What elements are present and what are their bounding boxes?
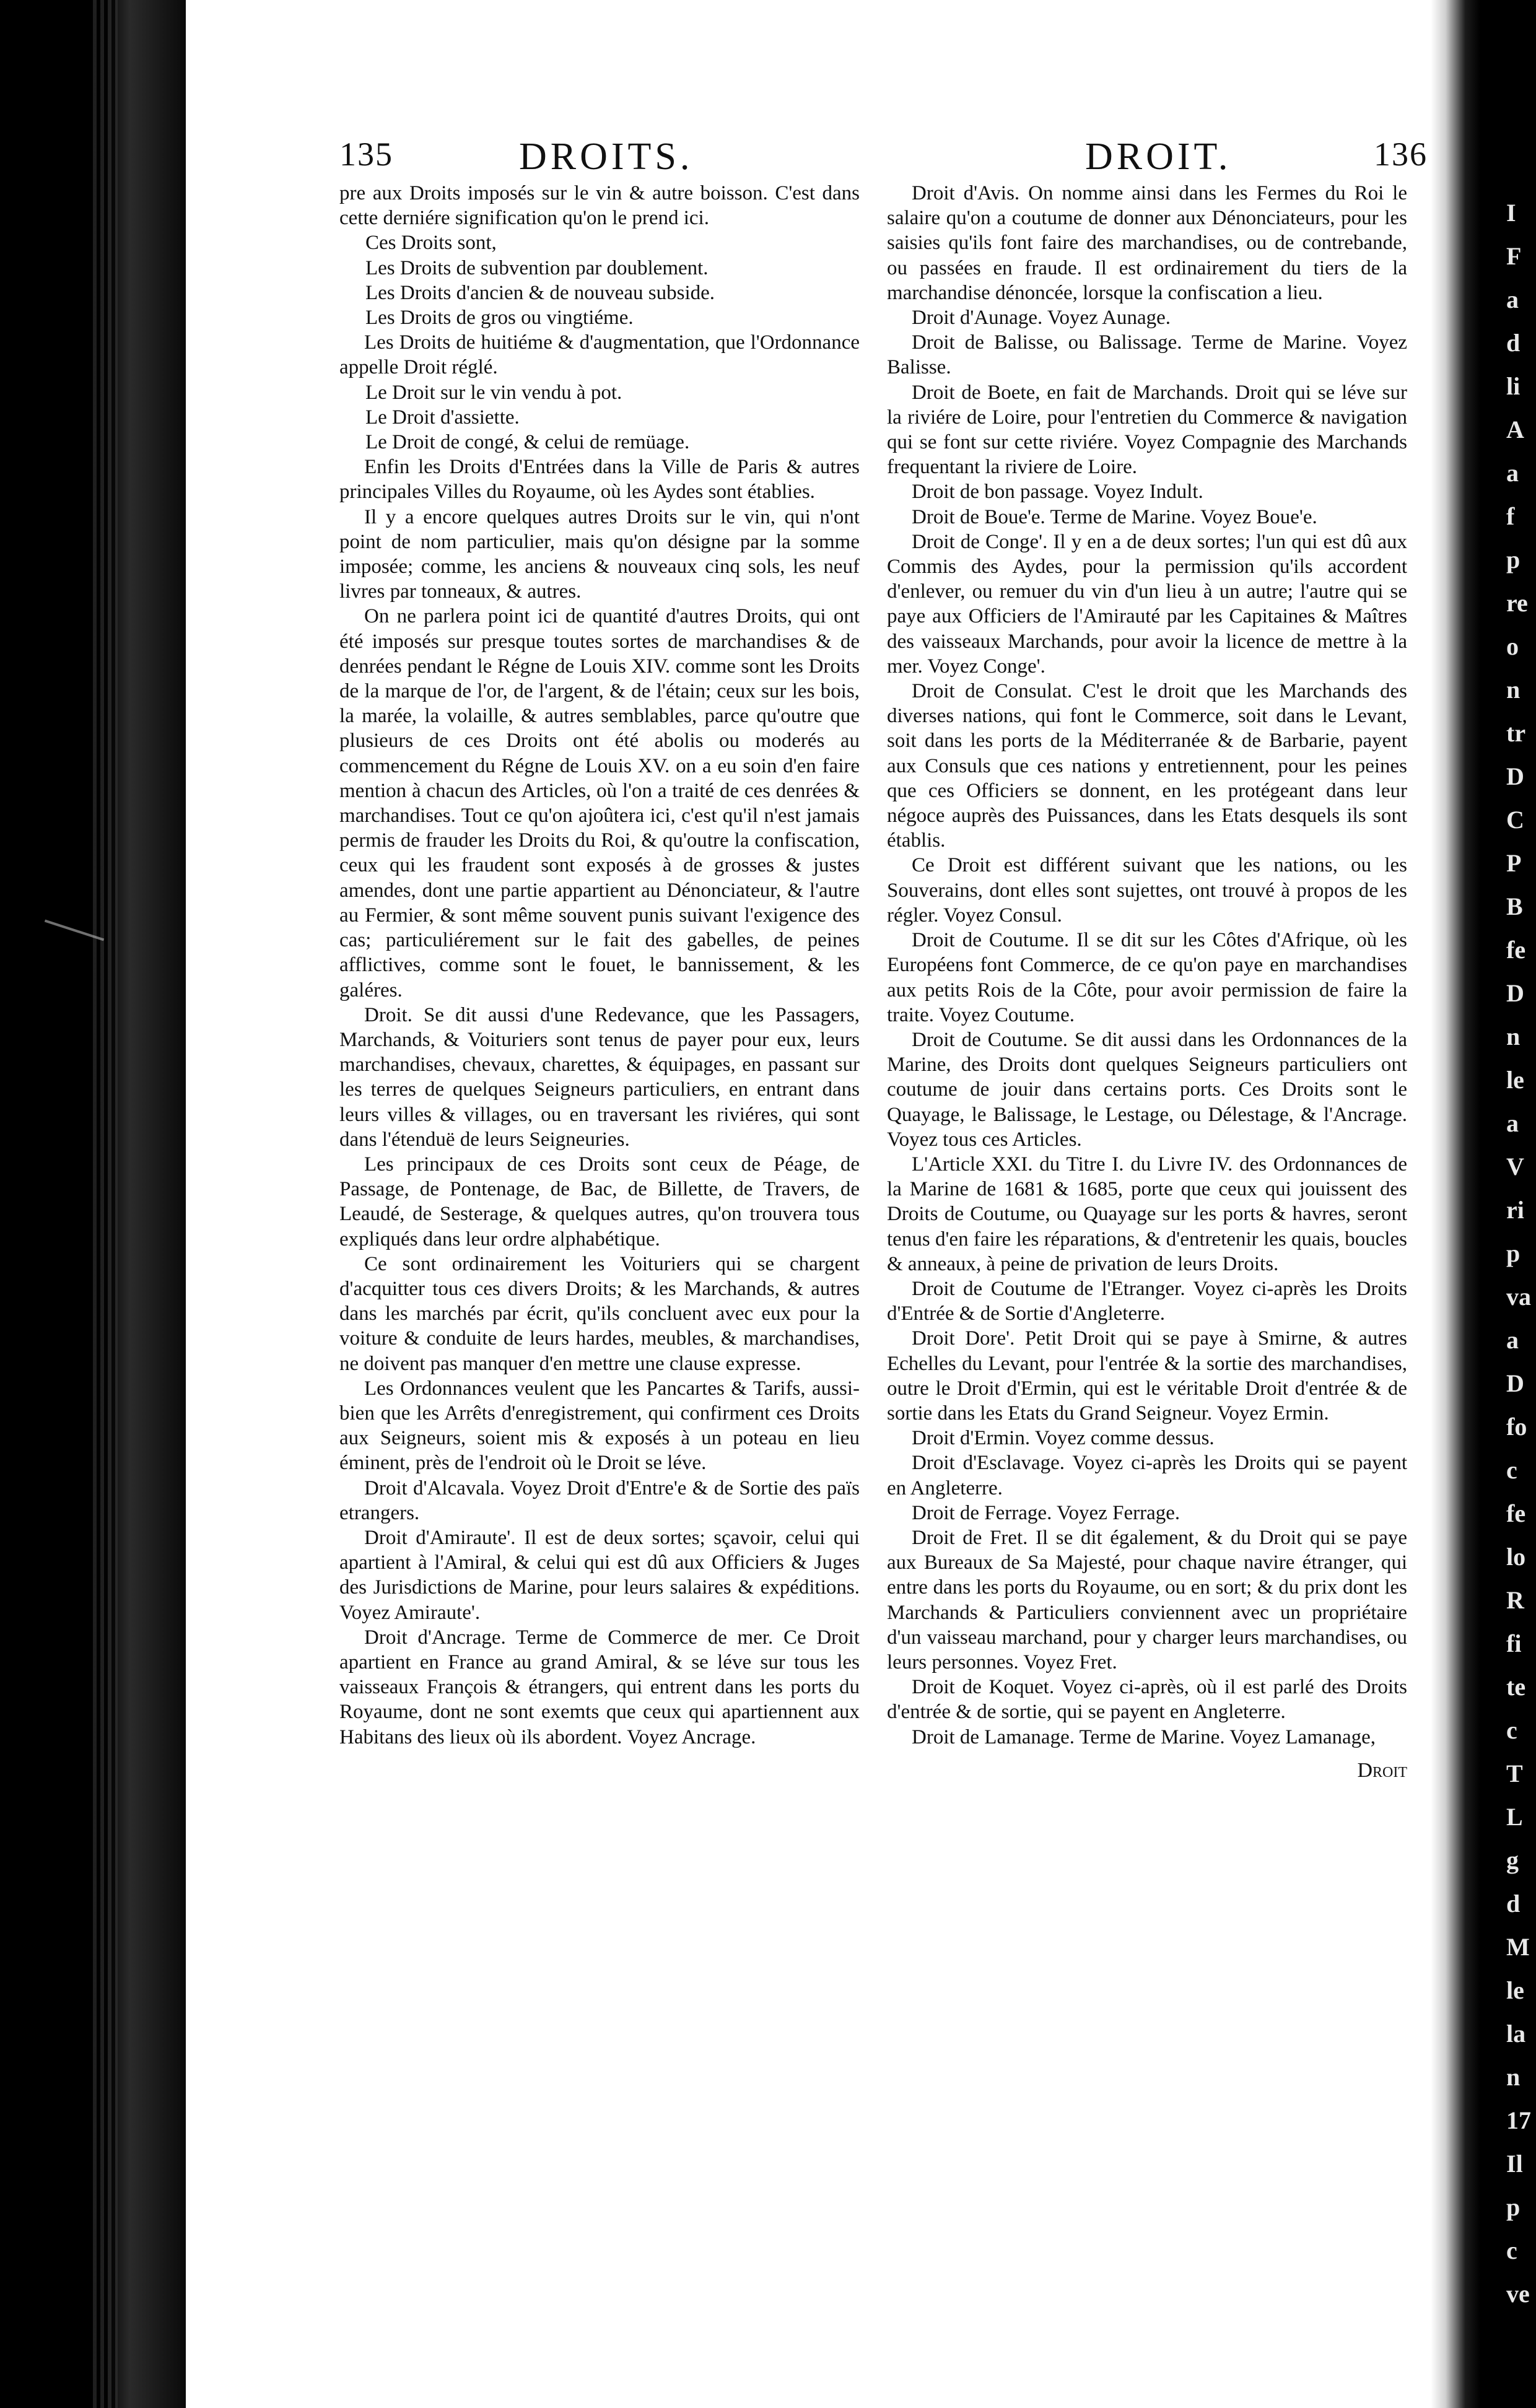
edge-letter: o <box>1506 632 1519 660</box>
entry-paragraph: Droit de Ferrage. Voyez Ferrage. <box>912 1501 1180 1524</box>
adjacent-page-edge <box>1480 0 1536 2408</box>
entry-paragraph: Droit de Consulat. C'est le droit que les Marchands des diverses nations, qui font le Commerce, soit dans le Levant, soit dans les ports de la Méditerranée & de Barbarie, payent aux Consuls que ces nations y entretiennent, pour les peines que ces Officiers se donnent, en les protégeant dans leur négoce auprès des Puissances, dans les Etats desquels ils sont établis. <box>887 680 1407 852</box>
paragraph: On ne parlera point ici de quantité d'autres Droits, qui ont été imposés sur presque toutes sortes de marchandises & de denrées pendant le Régne de Louis XIV. comme sont les Droits de la marque de l'or, de l'argent, & de l'étain; ceux sur les bois, la marée, la volaille, & autres semblables, parce qu'outre que plusieurs de ces Droits ont été abolis ou moderés au commencement du Régne de Louis XV. on a eu soin d'en faire mention à chacun des Articles, où l'on a traité de ces denrées & marchandises. Tout ce qu'on ajoûtera ici, c'est qu'il n'est jamais permis de frauder les Droits du Roi, & qu'outre la confiscation, ceux qui les fraudent sont exposés à de grosses & justes amendes, dont une partie appartient au Dénonciateur, & l'autre au Fermier, & sont même souvent punis suivant l'exigence des cas; particuliérement sur le fait des gabelles, de peines afflictives, comme sont le fouet, le bannissement, & les galéres. <box>339 605 860 1001</box>
edge-letter: n <box>1506 676 1521 704</box>
entry-paragraph: Droit de Coutume. Se dit aussi dans les Ordonnances de la Marine, des Droits dont quelques Seigneurs particuliers ont coutume de jouir dans certains ports. Ces Droits sont le Quayage, le Balissage, le Lestage, ou Délestage, & l'Ancrage. Voyez tous ces Articles. <box>887 1028 1407 1151</box>
left-page-number: 135 <box>339 136 393 173</box>
paragraph: Ce Droit est différent suivant que les nations, ou les Souverains, dont elles sont sujettes, ont trouvé à propos de les régler. Voyez Consul. <box>887 854 1407 927</box>
edge-letter: c <box>1506 1716 1517 1744</box>
right-page-number: 136 <box>1374 136 1428 173</box>
edge-letter: I <box>1506 199 1516 227</box>
edge-letter: n <box>1506 2063 1521 2091</box>
edge-letter: li <box>1506 372 1521 400</box>
edge-letter: P <box>1506 849 1522 877</box>
right-running-head: DROIT. <box>1085 136 1232 178</box>
edge-letter: F <box>1506 242 1522 270</box>
edge-letter: c <box>1506 2236 1517 2264</box>
entry-paragraph: Droit Dore'. Petit Droit qui se paye à Smirne, & autres Echelles du Levant, pour l'entrée & la sortie des marchandises, outre le Droit d'Ermin, qui est le véritable Droit d'entrée & de sortie dans les Etats du Grand Seigneur. Voyez Ermin. <box>887 1327 1407 1424</box>
entry-paragraph: Droit. Se dit aussi d'une Redevance, que les Passagers, Marchands, & Voituriers sont tenus de payer pour eux, leurs marchandises, chevaux, charettes, & équipages, en passant sur les terres de quelques Seigneurs particuliers, en entrant dans leurs villes & villages, ou en traversant les riviéres, qui sont dans l'étenduë de leurs Seigneuries. <box>339 1003 860 1151</box>
entry-paragraph: Droit de Boete, en fait de Marchands. Droit qui se léve sur la riviére de Loire, pour l'entretien du Commerce & navigation qui se font sur cette riviére. Voyez Compagnie des Marchands frequentant la riviere de Loire. <box>887 381 1407 479</box>
page-gutter-right <box>1431 0 1480 2408</box>
paragraph: Les Droits de subvention par doublement. <box>365 256 709 279</box>
edge-letter: D <box>1506 762 1524 790</box>
entry-paragraph: Droit de Lamanage. Terme de Marine. Voyez Lamanage, <box>912 1725 1376 1748</box>
edge-letter: p <box>1506 2193 1521 2221</box>
edge-letter: T <box>1506 1760 1523 1787</box>
entry-paragraph: Droit d'Ancrage. Terme de Commerce de mer. Ce Droit apartient en France au grand Amiral, & se léve sur tous les vaisseaux François & étrangers, qui entrent dans les ports du Royaume, dont ne sont exemts que ceux qui apartiennent aux Habitans des lieux où ils abordent. Voyez Ancrage. <box>339 1626 860 1748</box>
edge-letter: d <box>1506 1890 1521 1917</box>
edge-letter: fe <box>1506 1499 1526 1527</box>
left-text-column <box>339 181 860 1750</box>
paragraph: Les Droits de gros ou vingtiéme. <box>365 307 634 329</box>
paragraph: Ces Droits sont, <box>365 232 497 255</box>
edge-letter: fo <box>1506 1413 1527 1441</box>
paragraph: Les Droits d'ancien & de nouveau subside. <box>365 281 715 304</box>
edge-letter: fi <box>1506 1629 1522 1657</box>
paragraph: Les principaux de ces Droits sont ceux de Péage, de Passage, de Pontenage, de Bac, de Billette, de Travers, de Leaudé, de Sesterage, & quelques autres, qu'on trouvera tous expliqués dans leur ordre alphabétique. <box>339 1153 860 1250</box>
edge-letter: Il <box>1506 2150 1523 2178</box>
entry-paragraph: Droit de Fret. Il se dit également, & du Droit qui se paye aux Bureaux de Sa Majesté, pour chaque navire étranger, qui entre dans les ports du Royaume, ou en sort; & du prix dont les Marchands & Particuliers conviennent avec un propriétaire d'un vaisseau marchand, pour y charger leurs marchandises, ou leurs personnes. Voyez Fret. <box>887 1526 1407 1673</box>
edge-letter: A <box>1506 416 1524 443</box>
edge-letter: a <box>1506 459 1519 487</box>
edge-letter: D <box>1506 1369 1524 1397</box>
edge-letter: D <box>1506 979 1524 1007</box>
paragraph: Enfin les Droits d'Entrées dans la Ville de Paris & autres principales Villes du Royaume, où les Aydes sont établies. <box>339 456 860 504</box>
entry-paragraph: Droit de Conge'. Il y en a de deux sortes; l'un qui est dû aux Commis des Aydes, pour la permission qu'ils accordent d'enlever, ou remuer du vin d'un lieu à un autre; l'autre qui se paye aux Officiers de l'Amirauté par les Capitaines & Maîtres des vaisseaux Marchands, pour avoir la licence de mettre à la mer. Voyez Conge'. <box>887 530 1407 678</box>
entry-paragraph: Droit de Coutume de l'Etranger. Voyez ci-après les Droits d'Entrée & de Sortie d'Angleterre. <box>887 1277 1407 1325</box>
edge-letter: te <box>1506 1673 1526 1701</box>
paragraph: Les Ordonnances veulent que les Pancartes & Tarifs, aussi-bien que les Arrêts d'enregistrement, qui confirment ces Droits aux Seigneurs, soient mis & exposés à un poteau en lieu éminent, près de l'endroit où le Droit se léve. <box>339 1377 860 1475</box>
entry-paragraph: Droit de Boue'e. Terme de Marine. Voyez Boue'e. <box>912 505 1317 528</box>
entry-paragraph: Droit d'Alcavala. Voyez Droit d'Entre'e & de Sortie des païs etrangers. <box>339 1477 860 1524</box>
edge-letter: n <box>1506 1023 1521 1050</box>
paragraph: Les Droits de huitiéme & d'augmentation, que l'Ordonnance appelle Droit réglé. <box>339 331 860 379</box>
edge-letter: L <box>1506 1803 1523 1831</box>
edge-letter: c <box>1506 1456 1517 1484</box>
edge-letter: p <box>1506 546 1521 574</box>
paragraph: Le Droit d'assiette. <box>365 406 520 429</box>
paragraph: pre aux Droits imposés sur le vin & autre boisson. C'est dans cette derniére signification qu'on le prend ici. <box>339 182 860 230</box>
entry-paragraph: Droit d'Amiraute'. Il est de deux sortes; sçavoir, celui qui apartient à l'Amiral, & celui qui est dû aux Officiers & Juges des Jurisdictions de Marine, pour leurs salaires & expéditions. Voyez Amiraute'. <box>339 1526 860 1624</box>
left-running-head: DROITS. <box>519 136 694 178</box>
entry-paragraph: Droit de Coutume. Il se dit sur les Côtes d'Afrique, où les Européens font Commerce, de ce qu'on paye en marchandises aux petits Rois de la Côte, pour avoir permission de faire la traite. Voyez Coutume. <box>887 929 1407 1026</box>
edge-letter: p <box>1506 1239 1521 1267</box>
edge-letter: M <box>1506 1933 1530 1961</box>
edge-letter: B <box>1506 892 1523 920</box>
edge-letter: lo <box>1506 1543 1526 1571</box>
entry-paragraph: Droit d'Aunage. Voyez Aunage. <box>912 307 1171 329</box>
entry-paragraph: Droit de Balisse, ou Balissage. Terme de Marine. Voyez Balisse. <box>887 331 1407 379</box>
edge-letter: f <box>1506 502 1515 530</box>
edge-letter: R <box>1506 1586 1524 1614</box>
catchword: Droit <box>1357 1758 1407 1782</box>
binding-shadow-left <box>0 0 186 2408</box>
edge-letter: le <box>1506 1976 1524 2004</box>
edge-letter: a <box>1506 1326 1519 1354</box>
edge-letter: re <box>1506 589 1528 617</box>
paragraph: L'Article XXI. du Titre I. du Livre IV. des Ordonnances de la Marine de 1681 & 1685, porte que ceux qui jouissent des Droits de Coutume, ou Quayage sur les ports & havres, seront tenus d'en faire les réparations, & d'entretenir les quais, boucles & anneaux, à peine de privation de leurs Droits. <box>887 1153 1407 1275</box>
paragraph: Le Droit de congé, & celui de remüage. <box>365 431 690 454</box>
edge-letter: a <box>1506 286 1519 313</box>
edge-letter: ri <box>1506 1196 1524 1224</box>
edge-letter: la <box>1506 2020 1526 2048</box>
edge-letter: ve <box>1506 2280 1530 2308</box>
edge-letter: d <box>1506 329 1521 357</box>
paragraph: Ce sont ordinairement les Voituriers qui se chargent d'acquitter tous ces divers Droits; & les Marchands, & autres dans les marchés par écrit, qu'ils concluent avec eux pour la voiture & conduite de leurs hardes, meubles, & marchandises, ne doivent pas manquer d'en mettre une clause expresse. <box>339 1252 860 1375</box>
edge-letter: le <box>1506 1066 1524 1094</box>
entry-paragraph: Droit de Koquet. Voyez ci-après, où il est parlé des Droits d'entrée & de sortie, qui se payent en Angleterre. <box>887 1676 1407 1724</box>
edge-letter: fe <box>1506 936 1526 964</box>
entry-paragraph: Droit de bon passage. Voyez Indult. <box>912 481 1203 504</box>
edge-letter: a <box>1506 1109 1519 1137</box>
edge-letter: va <box>1506 1283 1531 1311</box>
paragraph: Le Droit sur le vin vendu à pot. <box>365 381 622 404</box>
edge-letter: C <box>1506 806 1524 834</box>
entry-paragraph: Droit d'Ermin. Voyez comme dessus. <box>912 1427 1215 1450</box>
edge-letter: 17 <box>1506 2106 1531 2134</box>
paragraph: Il y a encore quelques autres Droits sur le vin, qui n'ont point de nom particulier, mais qu'on désigne par la somme imposée; comme, les anciens & nouveaux cinq sols, les neuf livres par tonneaux, & autres. <box>339 505 860 603</box>
entry-paragraph: Droit d'Avis. On nomme ainsi dans les Fermes du Roi le salaire qu'on a coutume de donner aux Dénonciateurs, pour les saisies qu'ils font faire des marchandises, ou de contrebande, ou passées en fraude. Il est ordinairement du tiers de la marchandise dénoncée, lorsque la confiscation a lieu. <box>887 182 1407 304</box>
right-text-column <box>887 181 1407 1783</box>
edge-letter: V <box>1506 1153 1524 1180</box>
edge-letter: g <box>1506 1846 1519 1874</box>
edge-letter: tr <box>1506 719 1526 747</box>
entry-paragraph: Droit d'Esclavage. Voyez ci-après les Droits qui se payent en Angleterre. <box>887 1452 1407 1499</box>
